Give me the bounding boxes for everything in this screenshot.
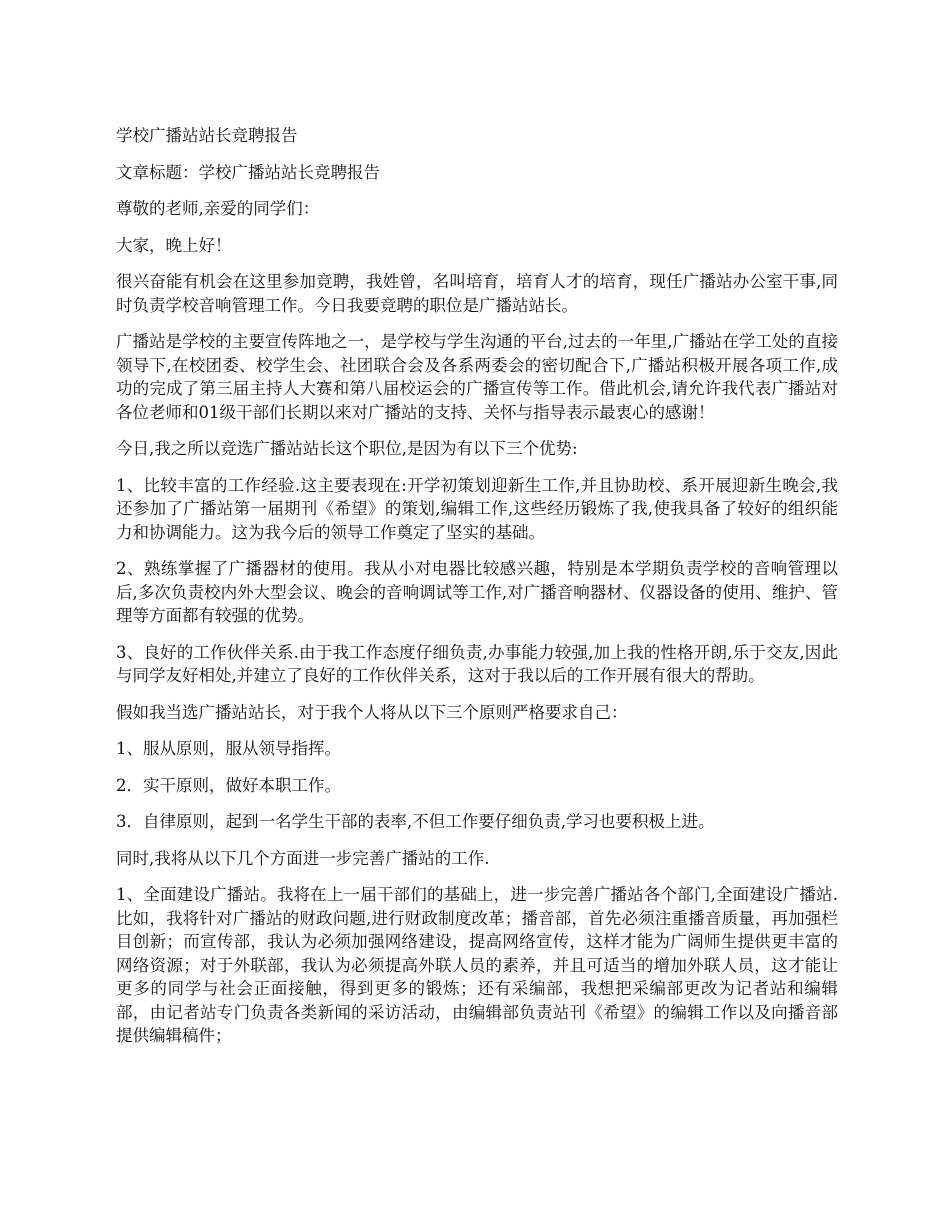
paragraph-principles-intro: 假如我当选广播站站长，对于我个人将从以下三个原则严格要求自己：	[116, 702, 628, 722]
paragraph-advantages-intro: 今日,我之所以竞选广播站站长这个职位,是因为有以下三个优势:	[116, 439, 578, 458]
salutation: 尊敬的老师,亲爱的同学们：	[116, 199, 320, 218]
paragraph-advantage-3: 3、良好的工作伙伴关系.由于我工作态度仔细负责,办事能力较强,加上我的性格开朗,乐于交友,因此与同学友好相处,并建立了良好的工作伙伴关系，这对于我以后的工作开展有很大的帮助。	[116, 642, 838, 685]
paragraph-plans-intro: 同时,我将从以下几个方面进一步完善广播站的工作.	[116, 848, 490, 868]
paragraph-principle-3: 3．自律原则，起到一名学生干部的表率,不但工作要仔细负责,学习也要积极上进。	[116, 812, 715, 831]
paragraph-principle-1: 1、服从原则，服从领导指挥。	[116, 739, 341, 758]
paragraph-advantage-2: 2、熟练掌握了广播器材的使用。我从小对电器比较感兴趣，特别是本学期负责学校的音响管理以后,多次负责校内外大型会议、晚会的音响调试等工作,对广播音响器材、仪器设备的使用、维护、管理等方面都有较强的优势。	[116, 559, 838, 625]
paragraph-advantage-1: 1、比较丰富的工作经验.这主要表现在:开学初策划迎新生工作,并且协助校、系开展迎新生晚会,我还参加了广播站第一届期刊《希望》的策划,编辑工作,这些经历锻炼了我,使我具备了较好的组织能力和协调能力。这为我今后的领导工作奠定了坚实的基础。	[116, 475, 838, 542]
paragraph-station-background: 广播站是学校的主要宣传阵地之一，是学校与学生沟通的平台,过去的一年里,广播站在学工处的直接领导下,在校团委、校学生会、社团联合会及各系两委会的密切配合下,广播站积极开展各项工作,成功的完成了第三届主持人大赛和第八届校运会的广播宣传等工作。借此机会,请允许我代表广播站对各位老师和01级干部们长期以来对广播站的支持、关怀与指导表示最衷心的感谢！	[116, 332, 838, 422]
article-title-line: 文章标题：学校广播站站长竞聘报告	[116, 162, 380, 182]
document-body	[116, 124, 838, 1061]
paragraph-plan-1: 1、全面建设广播站。我将在上一届干部们的基础上，进一步完善广播站各个部门,全面建设广播站.比如，我将针对广播站的财政问题,进行财政制度改革；播音部，首先必须注重播音质量，再加强栏目创新；而宣传部，我认为必须加强网络建设，提高网络宣传，这样才能为广阔师生提供更丰富的网络资源；对于外联部，我认为必须提高外联人员的素养，并且可适当的增加外联人员，这才能让更多的同学与社会正面接触，得到更多的锻炼；还有采编部，我想把采编部更改为记者站和编辑部，由记者站专门负责各类新闻的采访活动，由编辑部负责站刊《希望》的编辑工作以及向播音部提供编辑稿件；	[116, 885, 838, 1045]
greeting: 大家，晚上好！	[116, 235, 232, 255]
paragraph-introduction: 很兴奋能有机会在这里参加竞聘，我姓曾，名叫培育，培育人才的培育，现任广播站办公室干事,同时负责学校音响管理工作。今日我要竞聘的职位是广播站站长。	[116, 272, 838, 315]
paragraph-principle-2: 2．实干原则，做好本职工作。	[116, 775, 341, 795]
document-title: 学校广播站站长竞聘报告	[116, 126, 298, 145]
